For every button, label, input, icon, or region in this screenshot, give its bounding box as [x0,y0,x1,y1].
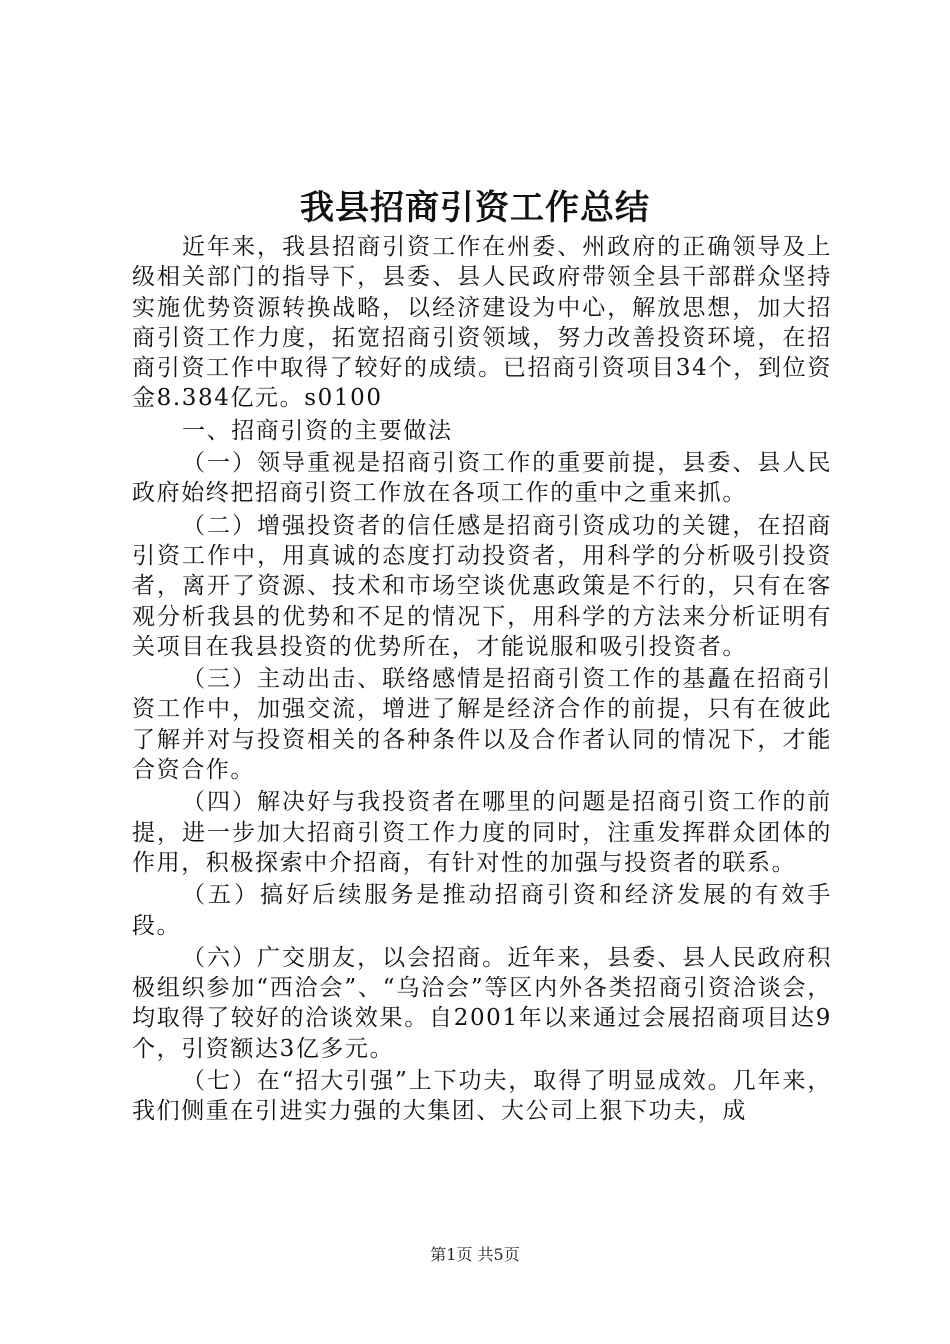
intro-paragraph: 近年来，我县招商引资工作在州委、州政府的正确领导及上级相关部门的指导下，县委、县人民政府带领全县干部群众坚持实施优势资源转换战略，以经济建设为中心，解放思想，加大招商引资工作力度，拓宽招商引资领域，努力改善投资环境，在招商引资工作中取得了较好的成绩。已招商引资项目34个，到位资金8.384亿元。s0100 [132,234,832,412]
paragraph-item-5: （五）搞好后续服务是推动招商引资和经济发展的有效手段。 [132,882,832,939]
paragraph-item-1: （一）领导重视是招商引资工作的重要前提，县委、县人民政府始终把招商引资工作放在各项工作的重中之重来抓。 [132,450,832,507]
paragraph-item-3: （三）主动出击、联络感情是招商引资工作的基矗在招商引资工作中，加强交流，增进了解是经济合作的前提，只有在彼此了解并对与投资相关的各种条件以及合作者认同的情况下，才能合资合作。 [132,666,832,784]
paragraph-item-2: （二）增强投资者的信任感是招商引资成功的关键，在招商引资工作中，用真诚的态度打动投资者，用科学的分析吸引投资者，离开了资源、技术和市场空谈优惠政策是不行的，只有在客观分析我县的优势和不足的情况下，用科学的方法来分析证明有关项目在我县投资的优势所在，才能说服和吸引投资者。 [132,512,832,660]
page-number-footer: 第1页 共5页 [430,1245,520,1264]
paragraph-item-4: （四）解决好与我投资者在哪里的问题是招商引资工作的前提，进一步加大招商引资工作力度的同时，注重发挥群众团体的作用，积极探索中介招商，有针对性的加强与投资者的联系。 [132,789,832,876]
document-body [132,232,832,1129]
section-heading: 一、招商引资的主要做法 [182,417,453,444]
document-title: 我县招商引资工作总结 [300,188,650,228]
paragraph-item-7: （七）在“招大引强”上下功夫，取得了明显成效。几年来，我们侧重在引进实力强的大集团、大公司上狠下功夫，成 [132,1068,832,1125]
paragraph-item-6: （六）广交朋友，以会招商。近年来，县委、县人民政府积极组织参加“西洽会”、“乌洽会”等区内外各类招商引资洽谈会，均取得了较好的洽谈效果。自2001年以来通过会展招商项目达9个，引资额达3亿多元。 [132,944,832,1062]
